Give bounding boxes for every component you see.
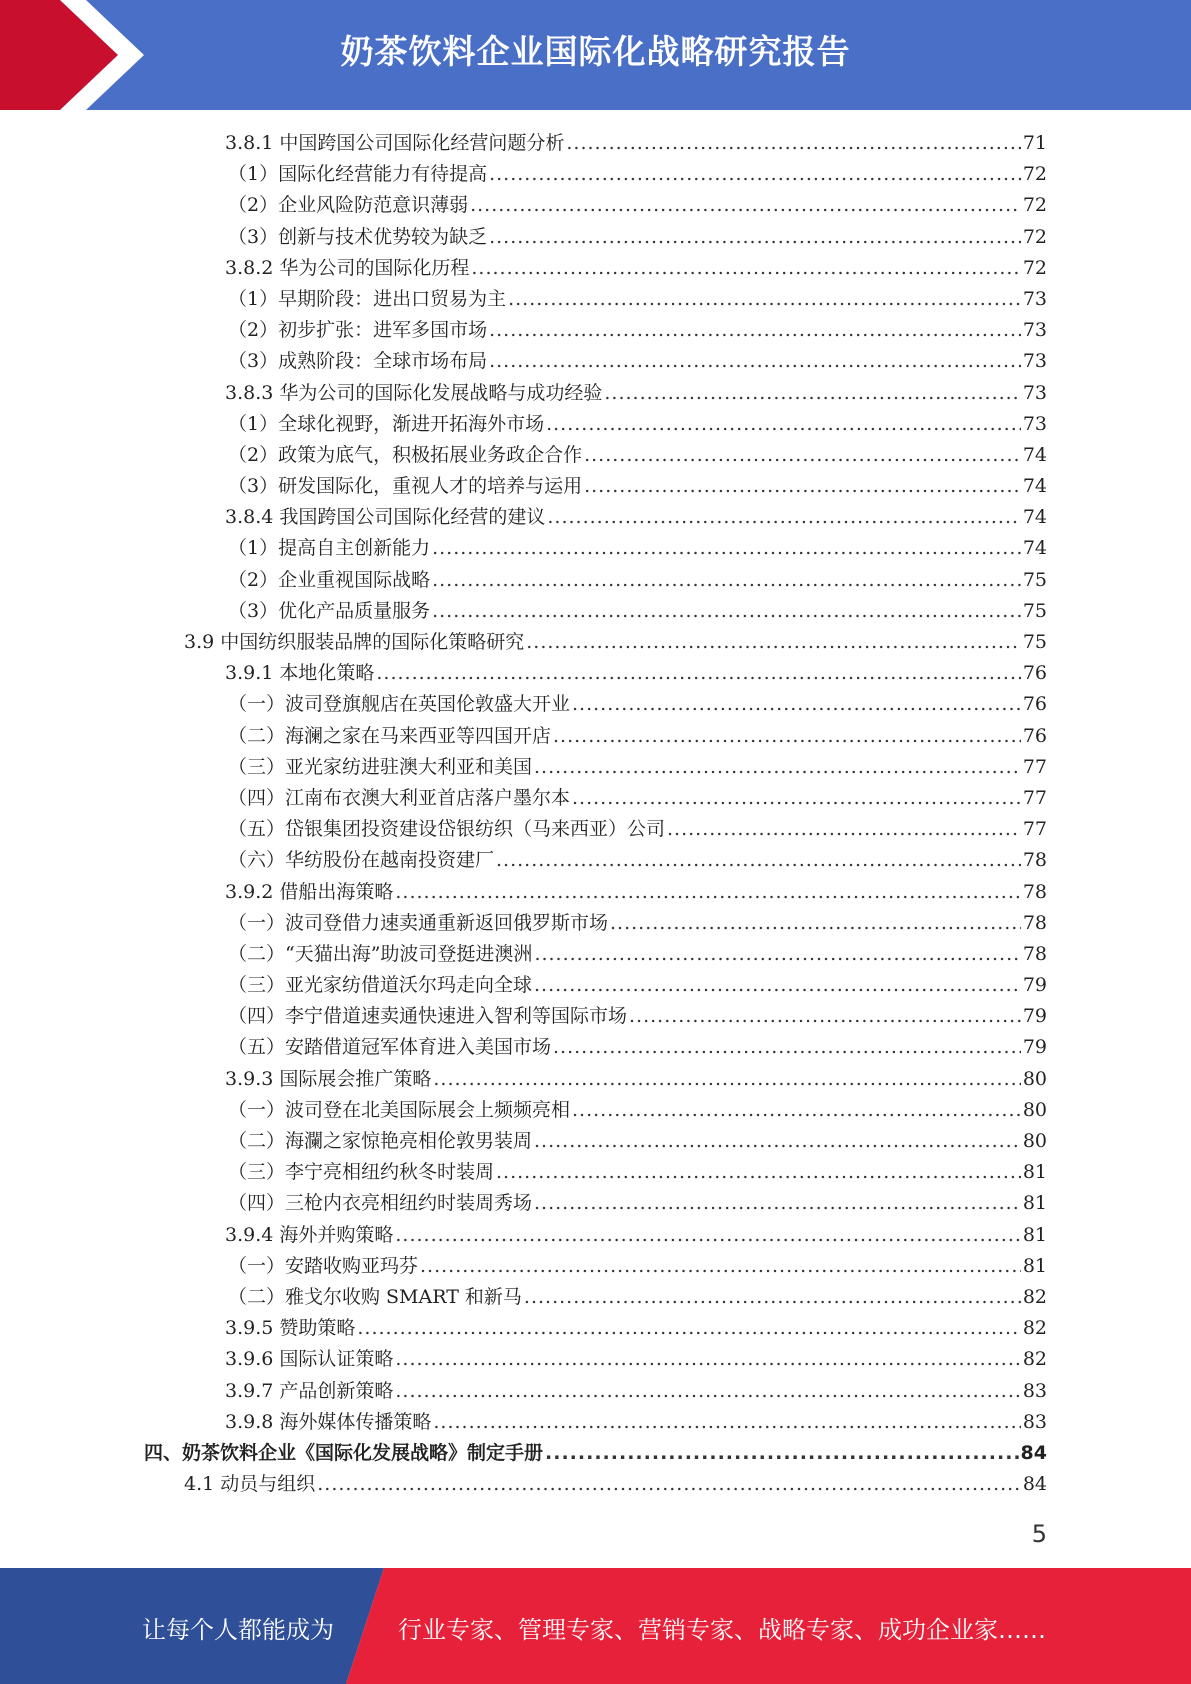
toc-entry-label: （一）安踏收购亚玛芬 — [228, 1254, 419, 1277]
toc-entry-page: 76 — [1022, 693, 1047, 716]
toc-entry-page: 79 — [1022, 974, 1047, 997]
toc-leader-dots — [395, 1344, 1020, 1375]
toc-entry-label: （2）企业风险防范意识薄弱 — [228, 194, 469, 217]
toc-entry-page: 76 — [1022, 662, 1047, 685]
toc-entry-label: （五）安踏借道冠军体育进入美国市场 — [228, 1036, 552, 1059]
toc-entry-label: （1）国际化经营能力有待提高 — [228, 163, 488, 186]
toc-entry[interactable] — [0, 970, 1191, 1001]
toc-entry-page: 72 — [1022, 225, 1047, 248]
toc-entry-page: 75 — [1022, 568, 1047, 591]
toc-leader-dots — [496, 845, 1021, 876]
toc-entry-page: 81 — [1022, 1223, 1047, 1246]
toc-entry-page: 82 — [1022, 1348, 1047, 1371]
toc-entry[interactable] — [0, 533, 1191, 564]
toc-leader-dots — [526, 627, 1021, 658]
toc-entry-page: 81 — [1022, 1192, 1047, 1215]
toc-entry[interactable] — [0, 1001, 1191, 1032]
toc-entry[interactable] — [0, 1469, 1191, 1500]
toc-entry-label: （四）李宁借道速卖通快速进入智利等国际市场 — [228, 1005, 628, 1028]
toc-entry-page: 79 — [1022, 1005, 1047, 1028]
toc-entry[interactable] — [0, 128, 1191, 159]
toc-leader-dots — [604, 378, 1020, 409]
toc-entry-label: 3.9.8 海外媒体传播策略 — [225, 1410, 432, 1433]
toc-entry[interactable] — [0, 378, 1191, 409]
toc-entry[interactable] — [0, 284, 1191, 315]
page-header — [0, 0, 1191, 110]
toc-leader-dots — [610, 908, 1021, 939]
toc-entry[interactable] — [0, 1282, 1191, 1313]
toc-entry[interactable] — [0, 1188, 1191, 1219]
toc-entry-label: 3.8.4 我国跨国公司国际化经营的建议 — [225, 506, 546, 529]
toc-entry[interactable] — [0, 1376, 1191, 1407]
toc-entry[interactable] — [0, 1157, 1191, 1188]
toc-leader-dots — [534, 970, 1021, 1001]
toc-entry[interactable] — [0, 1032, 1191, 1063]
toc-entry-page: 80 — [1022, 1098, 1047, 1121]
toc-entry[interactable] — [0, 471, 1191, 502]
toc-leader-dots — [584, 471, 1021, 502]
toc-entry-page: 77 — [1022, 818, 1047, 841]
toc-entry-label: 3.9.7 产品创新策略 — [225, 1379, 394, 1402]
toc-entry-label: （3）创新与技术优势较为缺乏 — [228, 225, 488, 248]
toc-leader-dots — [395, 877, 1020, 908]
toc-entry-page: 78 — [1022, 880, 1047, 903]
toc-entry[interactable] — [0, 1095, 1191, 1126]
page-footer — [0, 1568, 1191, 1684]
toc-entry[interactable] — [0, 502, 1191, 533]
toc-leader-dots — [420, 1251, 1021, 1282]
toc-entry[interactable] — [0, 315, 1191, 346]
toc-entry[interactable] — [0, 222, 1191, 253]
toc-entry-page: 82 — [1022, 1285, 1047, 1308]
toc-leader-dots — [547, 502, 1020, 533]
toc-leader-dots — [546, 409, 1021, 440]
toc-leader-dots — [433, 1064, 1020, 1095]
toc-leader-dots — [496, 1157, 1021, 1188]
toc-entry-page: 73 — [1022, 319, 1047, 342]
toc-leader-dots — [572, 1095, 1021, 1126]
toc-entry-page: 75 — [1022, 631, 1047, 653]
toc-entry[interactable] — [0, 253, 1191, 284]
toc-entry-label: （2）初步扩张：进军多国市场 — [228, 319, 488, 342]
toc-entry-label: （一）波司登旗舰店在英国伦敦盛大开业 — [228, 693, 571, 716]
toc-entry-page: 78 — [1022, 849, 1047, 872]
toc-entry-page: 80 — [1022, 1130, 1047, 1152]
toc-leader-dots — [432, 565, 1021, 596]
toc-entry-page: 77 — [1022, 786, 1047, 809]
toc-entry-page: 75 — [1022, 599, 1047, 622]
toc-entry-label: （五）岱银集团投资建设岱银纺织（马来西亚）公司 — [228, 818, 666, 841]
toc-entry-label: 3.9.5 赞助策略 — [225, 1317, 356, 1340]
toc-entry-page: 72 — [1022, 194, 1047, 217]
toc-entry-label: （3）优化产品质量服务 — [228, 599, 431, 622]
toc-entry-label: （2）政策为底气，积极拓展业务政企合作 — [228, 443, 583, 466]
toc-entry-label: （二）海瀾之家惊艳亮相伦敦男装周 — [228, 1130, 533, 1152]
toc-entry-page: 74 — [1022, 506, 1047, 529]
toc-entry-page: 73 — [1022, 287, 1047, 310]
toc-leader-dots — [317, 1469, 1021, 1500]
toc-entry-label: （1）早期阶段：进出口贸易为主 — [228, 287, 507, 310]
toc-entry-label: 3.8.3 华为公司的国际化发展战略与成功经验 — [225, 381, 603, 404]
toc-entry-label: 3.9.4 海外并购策略 — [225, 1223, 394, 1246]
report-title: 奶茶饮料企业国际化战略研究报告 — [340, 32, 851, 71]
toc-entry-label: （四）三枪内衣亮相纽约时装周秀场 — [228, 1192, 533, 1215]
toc-entry[interactable] — [0, 1126, 1191, 1157]
toc-entry[interactable] — [0, 752, 1191, 783]
toc-entry[interactable] — [0, 689, 1191, 720]
toc-leader-dots — [584, 440, 1021, 471]
toc-entry-page: 71 — [1022, 132, 1047, 154]
toc-entry-label: （3）研发国际化，重视人才的培养与运用 — [228, 475, 583, 498]
toc-leader-dots — [395, 1220, 1020, 1251]
toc-leader-dots — [432, 533, 1021, 564]
toc-leader-dots — [357, 1313, 1020, 1344]
toc-entry[interactable] — [0, 409, 1191, 440]
toc-leader-dots — [534, 752, 1021, 783]
toc-entry[interactable] — [0, 1438, 1191, 1469]
toc-entry-label: （三）李宁亮相纽约秋冬时装周 — [228, 1161, 495, 1184]
toc-entry-label: 3.8.1 中国跨国公司国际化经营问题分析 — [225, 132, 565, 154]
toc-entry[interactable] — [0, 1251, 1191, 1282]
toc-leader-dots — [572, 689, 1021, 720]
toc-leader-dots — [534, 1188, 1021, 1219]
toc-entry-label: （三）亚光家纺进驻澳大利亚和美国 — [228, 755, 533, 778]
toc-entry-page: 78 — [1022, 911, 1047, 934]
toc-entry[interactable] — [0, 721, 1191, 752]
toc-entry-page: 77 — [1022, 755, 1047, 778]
toc-entry-page: 72 — [1022, 163, 1047, 186]
toc-entry-label: （一）波司登在北美国际展会上频频亮相 — [228, 1098, 571, 1121]
toc-entry-label: 3.9.2 借船出海策略 — [225, 880, 394, 903]
toc-entry[interactable] — [0, 159, 1191, 190]
toc-leader-dots — [489, 159, 1021, 190]
toc-entry[interactable] — [0, 596, 1191, 627]
toc-entry-page: 74 — [1022, 443, 1047, 466]
toc-entry[interactable] — [0, 1220, 1191, 1251]
toc-entry[interactable] — [0, 627, 1191, 658]
toc-leader-dots — [470, 190, 1021, 221]
toc-entry-page: 80 — [1022, 1067, 1047, 1090]
toc-entry-page: 72 — [1022, 256, 1047, 279]
toc-entry-page: 73 — [1022, 350, 1047, 373]
toc-leader-dots — [545, 1438, 1019, 1469]
toc-entry[interactable] — [0, 1064, 1191, 1095]
toc-entry[interactable] — [0, 939, 1191, 970]
toc-entry-page: 78 — [1022, 942, 1047, 965]
toc-entry-page: 74 — [1022, 475, 1047, 498]
table-of-contents — [0, 128, 1191, 1500]
toc-entry-label: （2）企业重视国际战略 — [228, 568, 431, 591]
toc-leader-dots — [534, 939, 1020, 970]
toc-entry-label: （一）波司登借力速卖通重新返回俄罗斯市场 — [228, 911, 609, 934]
toc-leader-dots — [572, 783, 1021, 814]
toc-entry-label: （二）雅戈尔收购 SMART 和新马 — [228, 1285, 522, 1308]
toc-leader-dots — [432, 596, 1021, 627]
toc-entry[interactable] — [0, 1313, 1191, 1344]
footer-slogan-left: 让每个人都能成为 — [142, 1616, 334, 1644]
toc-entry-page: 81 — [1022, 1161, 1047, 1184]
toc-entry[interactable] — [0, 346, 1191, 377]
toc-entry-label: 3.9.3 国际展会推广策略 — [225, 1067, 432, 1090]
toc-entry[interactable] — [0, 814, 1191, 845]
toc-entry[interactable] — [0, 190, 1191, 221]
toc-entry-page: 79 — [1022, 1036, 1047, 1059]
toc-entry-page: 76 — [1022, 724, 1047, 747]
toc-entry-label: （1）提高自主创新能力 — [228, 537, 431, 560]
toc-entry-label: （3）成熟阶段：全球市场布局 — [228, 350, 488, 373]
toc-entry-page: 82 — [1022, 1317, 1047, 1340]
toc-leader-dots — [566, 128, 1020, 159]
toc-entry-label: 四、奶茶饮料企业《国际化发展战略》制定手册 — [144, 1441, 544, 1464]
toc-leader-dots — [508, 284, 1021, 315]
toc-entry-label: （二）海澜之家在马来西亚等四国开店 — [228, 724, 552, 747]
toc-leader-dots — [553, 721, 1021, 752]
toc-leader-dots — [553, 1032, 1021, 1063]
toc-leader-dots — [376, 658, 1020, 689]
toc-leader-dots — [667, 814, 1021, 845]
toc-entry-label: （六）华纺股份在越南投资建厂 — [228, 849, 495, 872]
toc-entry-label: 4.1 动员与组织 — [184, 1473, 316, 1496]
toc-entry-label: 3.8.2 华为公司的国际化历程 — [225, 256, 470, 279]
toc-entry-page: 83 — [1022, 1379, 1047, 1402]
toc-entry[interactable] — [0, 440, 1191, 471]
toc-entry-label: 3.9 中国纺织服装品牌的国际化策略研究 — [184, 631, 525, 653]
toc-entry-label: （三）亚光家纺借道沃尔玛走向全球 — [228, 974, 533, 997]
toc-entry[interactable] — [0, 845, 1191, 876]
toc-entry-page: 81 — [1022, 1254, 1047, 1277]
page-number: 5 — [1031, 1520, 1047, 1548]
toc-leader-dots — [489, 346, 1021, 377]
toc-entry[interactable] — [0, 565, 1191, 596]
toc-entry-label: 3.9.1 本地化策略 — [225, 662, 375, 685]
toc-entry-page: 74 — [1022, 537, 1047, 560]
toc-entry[interactable] — [0, 1344, 1191, 1375]
toc-entry-page: 84 — [1020, 1441, 1047, 1464]
toc-entry-page: 73 — [1022, 381, 1047, 404]
toc-entry-page: 73 — [1022, 412, 1047, 435]
toc-entry-label: （四）江南布衣澳大利亚首店落户墨尔本 — [228, 786, 571, 809]
toc-entry[interactable] — [0, 1407, 1191, 1438]
toc-entry[interactable] — [0, 783, 1191, 814]
toc-entry[interactable] — [0, 877, 1191, 908]
toc-leader-dots — [471, 253, 1020, 284]
toc-leader-dots — [534, 1126, 1021, 1157]
toc-entry[interactable] — [0, 658, 1191, 689]
footer-slogan-right: 行业专家、管理专家、营销专家、战略专家、成功企业家…… — [398, 1616, 1046, 1644]
toc-leader-dots — [489, 315, 1021, 346]
toc-entry[interactable] — [0, 908, 1191, 939]
toc-entry-label: 3.9.6 国际认证策略 — [225, 1348, 394, 1371]
toc-entry-page: 84 — [1022, 1473, 1047, 1496]
toc-leader-dots — [489, 222, 1021, 253]
toc-leader-dots — [433, 1407, 1020, 1438]
toc-entry-label: （1）全球化视野，渐进开拓海外市场 — [228, 412, 545, 435]
toc-entry-page: 83 — [1022, 1410, 1047, 1433]
toc-leader-dots — [524, 1282, 1021, 1313]
toc-entry-label: （二）“天猫出海”助波司登挺进澳洲 — [228, 942, 533, 965]
toc-leader-dots — [629, 1001, 1021, 1032]
toc-leader-dots — [395, 1376, 1020, 1407]
